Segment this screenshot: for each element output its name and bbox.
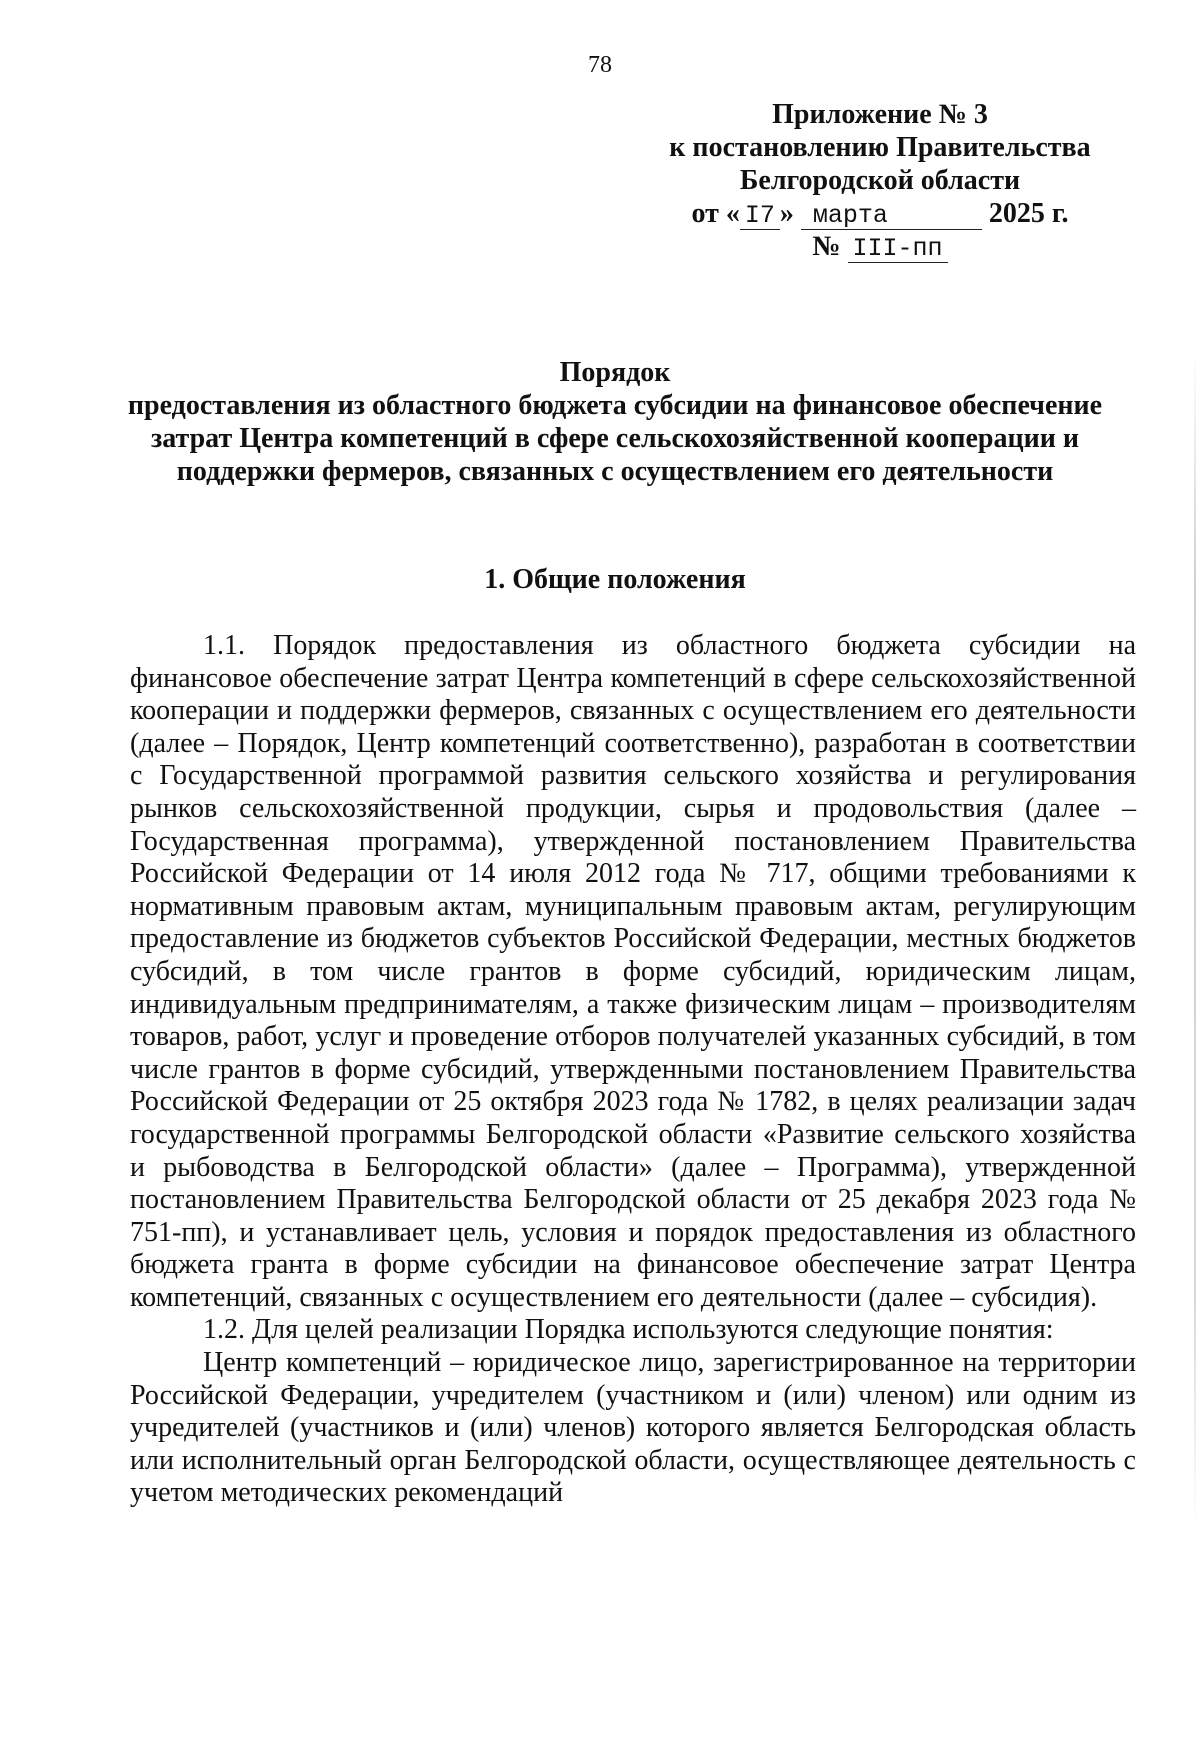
- date-prefix: от «: [691, 198, 740, 229]
- date-month: марта: [801, 203, 982, 230]
- date-mid: »: [779, 198, 794, 229]
- paragraph-1-2: 1.2. Для целей реализации Порядка используются следующие понятия:: [203, 1314, 1054, 1346]
- number-value: III-пп: [848, 236, 948, 263]
- page-number: 78: [588, 52, 612, 78]
- appendix-number: [600, 230, 1160, 263]
- section-heading: 1. Общие положения: [484, 564, 746, 595]
- document-subtitle: предоставления из областного бюджета субсидии на финансовое обеспечение затрат Центра компетенций в сфере сельскохозяйственной кооперации и поддержки фермеров, связанных с осуществлением его деятельности: [127, 390, 1103, 487]
- document-title-block: [120, 356, 1110, 488]
- date-year: 2025 г.: [988, 198, 1069, 229]
- appendix-reference: к постановлению Правительства: [669, 132, 1091, 163]
- appendix-header: [600, 98, 1160, 263]
- document-body: [130, 630, 1136, 1510]
- scan-edge-line: [1194, 350, 1196, 1530]
- document-title: Порядок: [559, 357, 671, 388]
- paragraph-1-1: 1.1. Порядок предоставления из областного бюджета субсидии на финансовое обеспечение затрат Центра компетенций в сфере сельскохозяйственной кооперации и поддержки фермеров, связанных с осуществлением его деятельности (далее – Порядок, Центр компетенций соответственно), разработан в соответствии с Государственной программой развития сельского хозяйства и регулирования рынков сельскохозяйственной продукции, сырья и продовольствия (далее – Государственная программа), утвержденной постановлением Правительства Российской Федерации от 14 июля 2012 года № 717, общими требованиями к нормативным правовым актам, муниципальным правовым актам, регулирующим предоставление из бюджетов субъектов Российской Федерации, местных бюджетов субсидий, в том числе грантов в форме субсидий, юридическим лицам, индивидуальным предпринимателям, а также физическим лицам – производителям товаров, работ, услуг и проведение отборов получателей указанных субсидий, в том числе грантов в форме субсидий, утвержденными постановлением Правительства Российской Федерации от 25 октября 2023 года № 1782, в целях реализации задач государственной программы Белгородской области «Развитие сельского хозяйства и рыбоводства в Белгородской области» (далее – Программа), утвержденной постановлением Правительства Белгородской области от 25 декабря 2023 года № 751-пп), и устанавливает цель, условия и порядок предоставления из областного бюджета гранта в форме субсидии на финансовое обеспечение затрат Центра компетенций, связанных с осуществлением его деятельности (далее – субсидия).: [130, 630, 1136, 1313]
- appendix-date: [600, 197, 1160, 230]
- number-prefix: №: [812, 231, 841, 262]
- paragraph-definition: Центр компетенций – юридическое лицо, зарегистрированное на территории Российской Федерации, учредителем (участником и (или) членом) или одним из учредителей (участников и (или) членов) которого является Белгородская область или исполнительный орган Белгородской области, осуществляющее деятельность с учетом методических рекомендаций: [130, 1347, 1136, 1509]
- appendix-region: Белгородской области: [739, 165, 1021, 196]
- appendix-title: Приложение № 3: [772, 99, 988, 130]
- date-day: I7: [740, 203, 780, 230]
